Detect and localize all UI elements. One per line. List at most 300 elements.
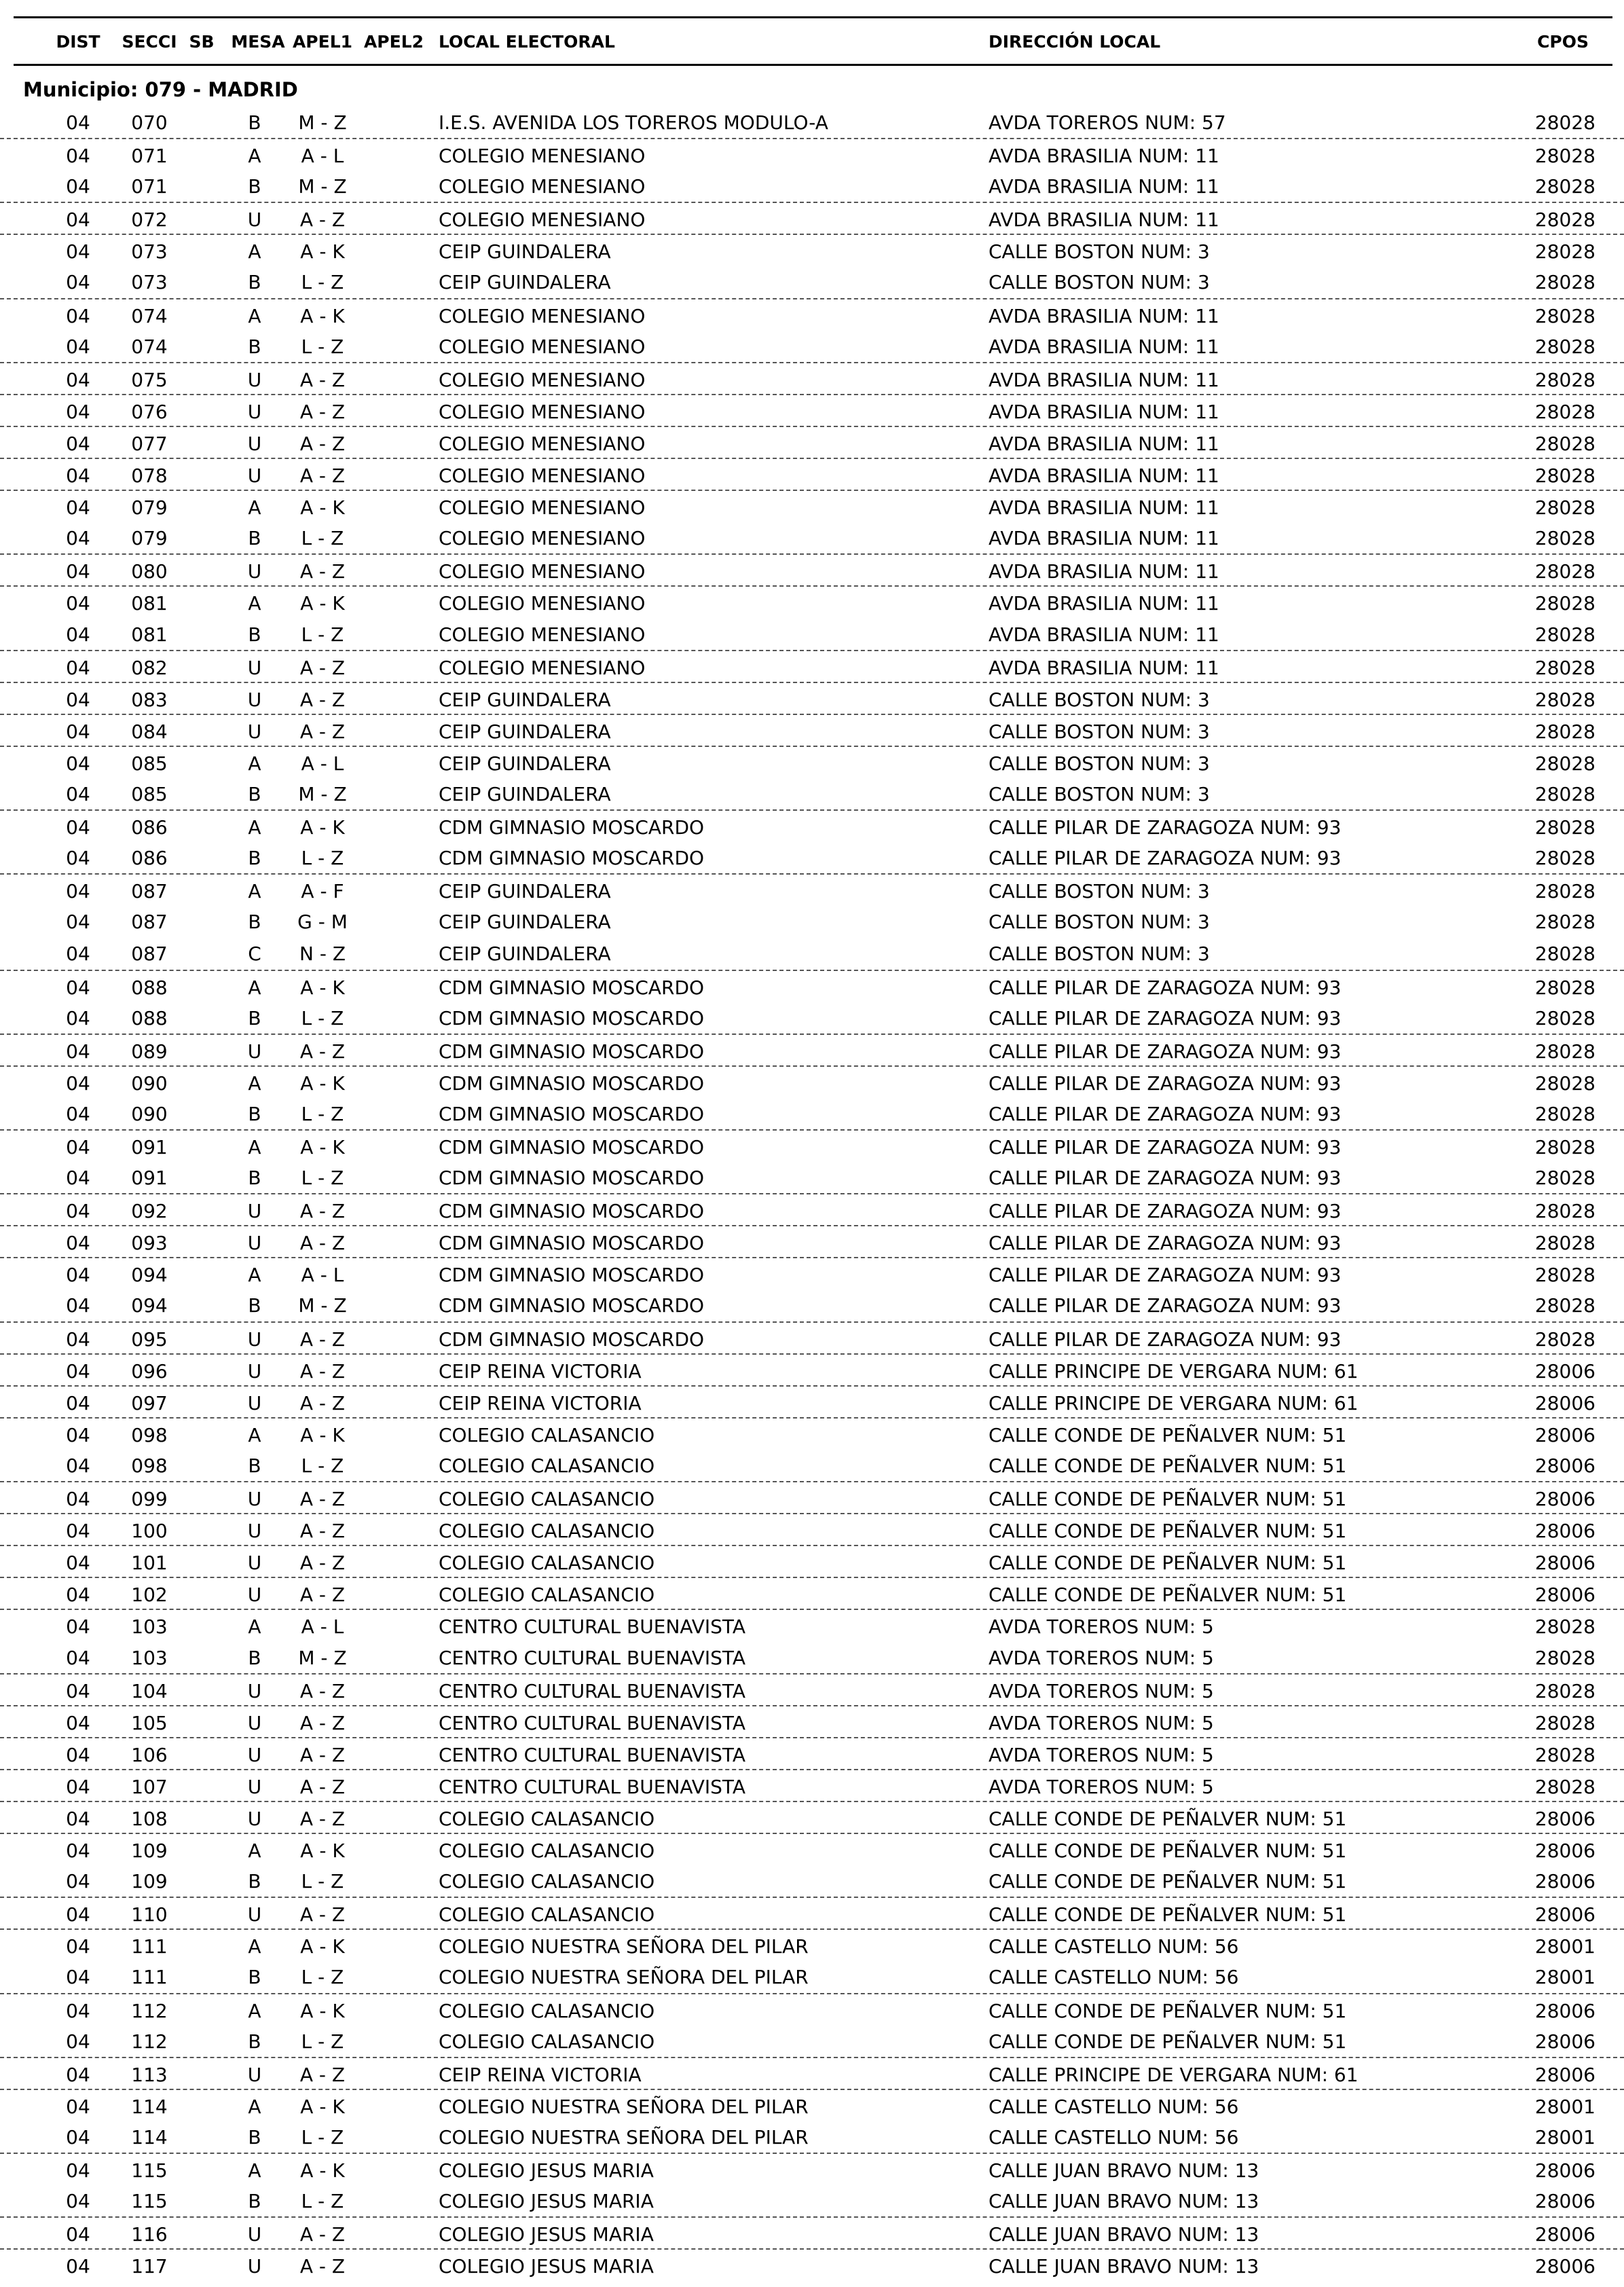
cell-cpos: 28028	[1534, 592, 1595, 615]
cell-dist: 04	[66, 560, 90, 583]
cell-apel: A - K	[300, 304, 345, 327]
cell-secci: 081	[131, 623, 168, 646]
cell-mesa: A	[248, 1615, 261, 1639]
cell-direccion-local: AVDA TOREROS NUM: 5	[989, 1646, 1214, 1669]
table-row	[0, 970, 1624, 1002]
cell-apel: A - Z	[299, 1488, 346, 1511]
table-row	[0, 1513, 1624, 1545]
table-row	[0, 1928, 1624, 1960]
cell-dist: 04	[66, 432, 90, 455]
cell-direccion-local: CALLE CONDE DE PEÑALVER NUM: 51	[989, 1807, 1347, 1830]
cell-dist: 04	[66, 1006, 90, 1029]
cell-dist: 04	[66, 592, 90, 615]
cell-apel: A - Z	[299, 1807, 346, 1830]
cell-cpos: 28028	[1534, 880, 1595, 903]
cell-secci: 087	[131, 911, 168, 934]
cell-dist: 04	[66, 1294, 90, 1317]
cell-secci: 098	[131, 1454, 168, 1477]
cell-apel: A - Z	[299, 1200, 346, 1223]
cell-apel: A - Z	[299, 208, 346, 232]
cell-mesa: B	[248, 1102, 261, 1125]
table-row	[0, 394, 1624, 426]
cell-apel: L - Z	[301, 2125, 344, 2148]
cell-local-electoral: CDM GIMNASIO MOSCARDO	[439, 1328, 705, 1351]
cell-direccion-local: CALLE PRINCIPE DE VERGARA NUM: 61	[989, 1391, 1359, 1414]
column-header-mesa: MESA	[231, 32, 285, 52]
cell-mesa: C	[248, 943, 261, 966]
table-row	[0, 777, 1624, 809]
cell-dist: 04	[66, 1391, 90, 1414]
table-row	[0, 714, 1624, 746]
cell-apel: A - Z	[299, 464, 346, 488]
cell-mesa: U	[247, 2063, 262, 2086]
cell-cpos: 28028	[1534, 1136, 1595, 1158]
cell-mesa: B	[248, 2030, 261, 2053]
cell-local-electoral: COLEGIO CALASANCIO	[439, 2030, 655, 2053]
cell-mesa: U	[247, 1711, 262, 1734]
cell-direccion-local: CALLE BOSTON NUM: 3	[989, 271, 1210, 294]
cell-apel: L - Z	[301, 527, 344, 550]
header-top-rule	[14, 16, 1612, 18]
cell-local-electoral: COLEGIO MENESIANO	[439, 527, 646, 550]
table-row	[0, 809, 1624, 841]
cell-mesa: A	[248, 752, 261, 775]
cell-secci: 093	[131, 1232, 168, 1255]
cell-apel: A - K	[300, 1840, 345, 1863]
cell-apel: A - Z	[299, 1679, 346, 1702]
cell-direccion-local: AVDA BRASILIA NUM: 11	[989, 592, 1219, 615]
cell-cpos: 28028	[1534, 752, 1595, 775]
cell-local-electoral: COLEGIO NUESTRA SEÑORA DEL PILAR	[439, 1935, 809, 1958]
cell-secci: 101	[131, 1552, 168, 1575]
cell-dist: 04	[66, 1679, 90, 1702]
table-row	[0, 138, 1624, 170]
table-row	[0, 1449, 1624, 1481]
cell-secci: 102	[131, 1584, 168, 1607]
cell-mesa: U	[247, 1807, 262, 1830]
cell-mesa: U	[247, 1488, 262, 1511]
cell-dist: 04	[66, 1807, 90, 1830]
cell-dist: 04	[66, 1200, 90, 1223]
table-row	[0, 298, 1624, 330]
cell-dist: 04	[66, 271, 90, 294]
table-row	[0, 1865, 1624, 1897]
cell-dist: 04	[66, 1328, 90, 1351]
cell-dist: 04	[66, 1903, 90, 1926]
cell-dist: 04	[66, 2255, 90, 2278]
cell-dist: 04	[66, 208, 90, 232]
cell-mesa: A	[248, 240, 261, 263]
cell-dist: 04	[66, 2190, 90, 2213]
cell-apel: L - Z	[301, 623, 344, 646]
cell-secci: 116	[131, 2223, 168, 2246]
table-row	[0, 2248, 1624, 2280]
cell-apel: A - Z	[299, 1584, 346, 1607]
cell-cpos: 28028	[1534, 1006, 1595, 1029]
cell-apel: L - Z	[301, 1006, 344, 1029]
cell-mesa: U	[247, 1200, 262, 1223]
column-header-apel1: APEL1	[292, 32, 353, 52]
cell-apel: L - Z	[301, 2030, 344, 2053]
cell-direccion-local: CALLE CONDE DE PEÑALVER NUM: 51	[989, 1870, 1347, 1893]
cell-cpos: 28006	[1534, 2159, 1595, 2182]
cell-secci: 100	[131, 1520, 168, 1543]
cell-secci: 088	[131, 1006, 168, 1029]
table-row	[0, 1769, 1624, 1801]
cell-secci: 105	[131, 1711, 168, 1734]
cell-apel: A - Z	[299, 1520, 346, 1543]
cell-mesa: U	[247, 464, 262, 488]
cell-apel: A - L	[301, 1615, 344, 1639]
cell-secci: 088	[131, 976, 168, 999]
cell-apel: M - Z	[298, 1646, 347, 1669]
cell-secci: 083	[131, 688, 168, 711]
cell-cpos: 28006	[1534, 1807, 1595, 1830]
cell-direccion-local: CALLE CONDE DE PEÑALVER NUM: 51	[989, 1520, 1347, 1543]
cell-secci: 117	[131, 2255, 168, 2278]
cell-apel: A - K	[300, 1423, 345, 1446]
cell-direccion-local: CALLE CONDE DE PEÑALVER NUM: 51	[989, 2030, 1347, 2053]
cell-cpos: 28006	[1534, 2063, 1595, 2086]
cell-local-electoral: CDM GIMNASIO MOSCARDO	[439, 1006, 705, 1029]
cell-secci: 091	[131, 1136, 168, 1158]
cell-local-electoral: CEIP GUINDALERA	[439, 943, 611, 966]
cell-cpos: 28028	[1534, 111, 1595, 134]
table-row	[0, 1321, 1624, 1353]
cell-mesa: B	[248, 1646, 261, 1669]
cell-apel: A - Z	[299, 1328, 346, 1351]
table-row	[0, 1641, 1624, 1673]
table-row	[0, 650, 1624, 682]
cell-secci: 097	[131, 1391, 168, 1414]
cell-cpos: 28006	[1534, 1359, 1595, 1383]
cell-dist: 04	[66, 175, 90, 198]
cell-local-electoral: COLEGIO CALASANCIO	[439, 1584, 655, 1607]
cell-mesa: U	[247, 1679, 262, 1702]
cell-apel: L - Z	[301, 1454, 344, 1477]
cell-local-electoral: CDM GIMNASIO MOSCARDO	[439, 847, 705, 870]
cell-apel: G - M	[297, 911, 348, 934]
table-row	[0, 873, 1624, 905]
cell-direccion-local: AVDA BRASILIA NUM: 11	[989, 656, 1219, 679]
cell-dist: 04	[66, 527, 90, 550]
cell-apel: A - Z	[299, 1391, 346, 1414]
cell-dist: 04	[66, 1040, 90, 1063]
column-header-cpos: CPOS	[1537, 32, 1589, 52]
cell-apel: A - Z	[299, 1232, 346, 1255]
cell-secci: 114	[131, 2125, 168, 2148]
cell-secci: 085	[131, 752, 168, 775]
cell-direccion-local: AVDA TOREROS NUM: 5	[989, 1743, 1214, 1766]
cell-dist: 04	[66, 880, 90, 903]
cell-local-electoral: CDM GIMNASIO MOSCARDO	[439, 1200, 705, 1223]
cell-direccion-local: AVDA BRASILIA NUM: 11	[989, 560, 1219, 583]
cell-direccion-local: AVDA BRASILIA NUM: 11	[989, 335, 1219, 358]
cell-apel: M - Z	[298, 175, 347, 198]
cell-direccion-local: CALLE PILAR DE ZARAGOZA NUM: 93	[989, 847, 1342, 870]
cell-apel: L - Z	[301, 2190, 344, 2213]
table-row	[0, 553, 1624, 585]
cell-apel: M - Z	[298, 111, 347, 134]
cell-dist: 04	[66, 1711, 90, 1734]
cell-mesa: A	[248, 816, 261, 839]
cell-dist: 04	[66, 1520, 90, 1543]
cell-apel: A - Z	[299, 2223, 346, 2246]
cell-secci: 107	[131, 1775, 168, 1798]
cell-direccion-local: CALLE PILAR DE ZARAGOZA NUM: 93	[989, 1136, 1342, 1158]
cell-apel: L - Z	[301, 1102, 344, 1125]
cell-local-electoral: COLEGIO MENESIANO	[439, 464, 646, 488]
cell-cpos: 28028	[1534, 1167, 1595, 1190]
cell-mesa: U	[247, 720, 262, 743]
cell-dist: 04	[66, 1615, 90, 1639]
table-row	[0, 1353, 1624, 1385]
cell-mesa: B	[248, 1167, 261, 1190]
table-row	[0, 2057, 1624, 2089]
cell-local-electoral: CENTRO CULTURAL BUENAVISTA	[439, 1679, 746, 1702]
cell-mesa: A	[248, 2095, 261, 2118]
cell-cpos: 28028	[1534, 688, 1595, 711]
cell-secci: 112	[131, 2030, 168, 2053]
cell-secci: 089	[131, 1040, 168, 1063]
cell-direccion-local: CALLE PILAR DE ZARAGOZA NUM: 93	[989, 1102, 1342, 1125]
municipio-heading: Municipio: 079 - MADRID	[23, 78, 298, 101]
cell-cpos: 28028	[1534, 400, 1595, 423]
cell-secci: 096	[131, 1359, 168, 1383]
cell-apel: A - Z	[299, 2063, 346, 2086]
cell-cpos: 28006	[1534, 1584, 1595, 1607]
cell-local-electoral: COLEGIO MENESIANO	[439, 496, 646, 519]
cell-mesa: U	[247, 688, 262, 711]
cell-secci: 081	[131, 592, 168, 615]
cell-local-electoral: CDM GIMNASIO MOSCARDO	[439, 816, 705, 839]
table-body	[0, 106, 1624, 2280]
cell-direccion-local: CALLE CASTELLO NUM: 56	[989, 2125, 1239, 2148]
cell-secci: 090	[131, 1072, 168, 1095]
cell-local-electoral: CDM GIMNASIO MOSCARDO	[439, 1232, 705, 1255]
cell-dist: 04	[66, 2063, 90, 2086]
cell-local-electoral: COLEGIO NUESTRA SEÑORA DEL PILAR	[439, 2095, 809, 2118]
cell-direccion-local: CALLE PILAR DE ZARAGOZA NUM: 93	[989, 1294, 1342, 1317]
cell-dist: 04	[66, 304, 90, 327]
table-row	[0, 1545, 1624, 1577]
cell-mesa: U	[247, 432, 262, 455]
table-row	[0, 2089, 1624, 2121]
cell-dist: 04	[66, 464, 90, 488]
cell-direccion-local: CALLE CASTELLO NUM: 56	[989, 1966, 1239, 1989]
cell-cpos: 28028	[1534, 175, 1595, 198]
table-row	[0, 1577, 1624, 1609]
cell-mesa: U	[247, 656, 262, 679]
cell-apel: A - F	[301, 880, 344, 903]
cell-direccion-local: AVDA BRASILIA NUM: 11	[989, 623, 1219, 646]
cell-direccion-local: CALLE PILAR DE ZARAGOZA NUM: 93	[989, 976, 1342, 999]
cell-cpos: 28006	[1534, 1423, 1595, 1446]
cell-secci: 092	[131, 1200, 168, 1223]
column-header-local-electoral: LOCAL ELECTORAL	[439, 32, 615, 52]
cell-apel: A - K	[300, 496, 345, 519]
table-row	[0, 618, 1624, 650]
cell-dist: 04	[66, 752, 90, 775]
cell-dist: 04	[66, 782, 90, 805]
table-row	[0, 1833, 1624, 1865]
cell-local-electoral: COLEGIO CALASANCIO	[439, 1488, 655, 1511]
cell-cpos: 28028	[1534, 1743, 1595, 1766]
cell-direccion-local: CALLE PILAR DE ZARAGOZA NUM: 93	[989, 1264, 1342, 1287]
cell-apel: L - Z	[301, 1966, 344, 1989]
table-row	[0, 1801, 1624, 1833]
cell-mesa: U	[247, 400, 262, 423]
cell-local-electoral: CDM GIMNASIO MOSCARDO	[439, 1040, 705, 1063]
cell-secci: 091	[131, 1167, 168, 1190]
cell-secci: 074	[131, 304, 168, 327]
cell-mesa: B	[248, 335, 261, 358]
cell-mesa: U	[247, 1040, 262, 1063]
cell-mesa: U	[247, 1584, 262, 1607]
cell-direccion-local: AVDA BRASILIA NUM: 11	[989, 368, 1219, 391]
table-row	[0, 1705, 1624, 1737]
cell-cpos: 28028	[1534, 1328, 1595, 1351]
cell-direccion-local: AVDA BRASILIA NUM: 11	[989, 304, 1219, 327]
cell-apel: A - K	[300, 1999, 345, 2022]
cell-mesa: U	[247, 1520, 262, 1543]
cell-direccion-local: CALLE CASTELLO NUM: 56	[989, 2095, 1239, 2118]
cell-local-electoral: COLEGIO JESUS MARIA	[439, 2190, 654, 2213]
column-header-direccion-local: DIRECCIÓN LOCAL	[989, 32, 1161, 52]
table-row	[0, 1289, 1624, 1321]
cell-apel: N - Z	[299, 943, 346, 966]
cell-dist: 04	[66, 1423, 90, 1446]
cell-local-electoral: COLEGIO MENESIANO	[439, 400, 646, 423]
table-row	[0, 330, 1624, 362]
table-row	[0, 1673, 1624, 1705]
cell-direccion-local: CALLE BOSTON NUM: 3	[989, 782, 1210, 805]
cell-cpos: 28006	[1534, 2190, 1595, 2213]
cell-cpos: 28028	[1534, 782, 1595, 805]
cell-local-electoral: COLEGIO MENESIANO	[439, 368, 646, 391]
table-row	[0, 1737, 1624, 1769]
cell-secci: 115	[131, 2190, 168, 2213]
cell-local-electoral: CENTRO CULTURAL BUENAVISTA	[439, 1775, 746, 1798]
cell-secci: 103	[131, 1615, 168, 1639]
cell-secci: 094	[131, 1264, 168, 1287]
cell-local-electoral: CEIP GUINDALERA	[439, 782, 611, 805]
cell-apel: L - Z	[301, 847, 344, 870]
header-bottom-rule	[14, 64, 1612, 66]
cell-mesa: A	[248, 880, 261, 903]
cell-local-electoral: CEIP REINA VICTORIA	[439, 1359, 642, 1383]
cell-cpos: 28028	[1534, 560, 1595, 583]
table-row	[0, 1257, 1624, 1289]
cell-mesa: A	[248, 1935, 261, 1958]
cell-direccion-local: CALLE CONDE DE PEÑALVER NUM: 51	[989, 1840, 1347, 1863]
cell-dist: 04	[66, 1264, 90, 1287]
cell-cpos: 28028	[1534, 1294, 1595, 1317]
cell-dist: 04	[66, 145, 90, 168]
cell-dist: 04	[66, 1232, 90, 1255]
cell-direccion-local: CALLE PILAR DE ZARAGOZA NUM: 93	[989, 1167, 1342, 1190]
cell-cpos: 28028	[1534, 816, 1595, 839]
cell-secci: 074	[131, 335, 168, 358]
cell-secci: 079	[131, 496, 168, 519]
cell-cpos: 28006	[1534, 1520, 1595, 1543]
cell-mesa: U	[247, 208, 262, 232]
cell-direccion-local: CALLE JUAN BRAVO NUM: 13	[989, 2190, 1259, 2213]
cell-mesa: U	[247, 1232, 262, 1255]
cell-direccion-local: AVDA TOREROS NUM: 5	[989, 1679, 1214, 1702]
cell-local-electoral: CENTRO CULTURAL BUENAVISTA	[439, 1711, 746, 1734]
cell-direccion-local: AVDA BRASILIA NUM: 11	[989, 175, 1219, 198]
cell-apel: A - K	[300, 1136, 345, 1158]
cell-dist: 04	[66, 1072, 90, 1095]
cell-direccion-local: CALLE JUAN BRAVO NUM: 13	[989, 2223, 1259, 2246]
table-row	[0, 2216, 1624, 2248]
cell-direccion-local: CALLE PRINCIPE DE VERGARA NUM: 61	[989, 2063, 1359, 2086]
cell-mesa: B	[248, 1870, 261, 1893]
cell-secci: 098	[131, 1423, 168, 1446]
cell-dist: 04	[66, 1167, 90, 1190]
cell-mesa: A	[248, 1840, 261, 1863]
cell-apel: L - Z	[301, 1870, 344, 1893]
table-row	[0, 937, 1624, 969]
cell-local-electoral: COLEGIO CALASANCIO	[439, 1840, 655, 1863]
cell-dist: 04	[66, 847, 90, 870]
cell-secci: 077	[131, 432, 168, 455]
cell-apel: M - Z	[298, 1294, 347, 1317]
table-row	[0, 1129, 1624, 1161]
column-header-sb: SB	[189, 32, 215, 52]
cell-direccion-local: AVDA TOREROS NUM: 57	[989, 111, 1226, 134]
cell-secci: 073	[131, 271, 168, 294]
cell-dist: 04	[66, 1552, 90, 1575]
cell-local-electoral: CDM GIMNASIO MOSCARDO	[439, 976, 705, 999]
cell-direccion-local: CALLE PILAR DE ZARAGOZA NUM: 93	[989, 1072, 1342, 1095]
table-row	[0, 1417, 1624, 1449]
cell-dist: 04	[66, 496, 90, 519]
cell-direccion-local: CALLE CONDE DE PEÑALVER NUM: 51	[989, 1552, 1347, 1575]
table-row	[0, 682, 1624, 714]
cell-cpos: 28006	[1534, 1488, 1595, 1511]
cell-local-electoral: COLEGIO CALASANCIO	[439, 1454, 655, 1477]
cell-dist: 04	[66, 335, 90, 358]
cell-cpos: 28028	[1534, 976, 1595, 999]
cell-apel: A - Z	[299, 1743, 346, 1766]
cell-secci: 110	[131, 1903, 168, 1926]
cell-direccion-local: AVDA BRASILIA NUM: 11	[989, 145, 1219, 168]
cell-mesa: B	[248, 1454, 261, 1477]
cell-cpos: 28001	[1534, 1966, 1595, 1989]
table-row	[0, 362, 1624, 394]
cell-secci: 095	[131, 1328, 168, 1351]
cell-cpos: 28028	[1534, 496, 1595, 519]
cell-direccion-local: CALLE PILAR DE ZARAGOZA NUM: 93	[989, 1200, 1342, 1223]
cell-direccion-local: CALLE PRINCIPE DE VERGARA NUM: 61	[989, 1359, 1359, 1383]
cell-local-electoral: COLEGIO MENESIANO	[439, 592, 646, 615]
cell-local-electoral: COLEGIO JESUS MARIA	[439, 2255, 654, 2278]
cell-local-electoral: COLEGIO JESUS MARIA	[439, 2159, 654, 2182]
table-row	[0, 1897, 1624, 1928]
table-row	[0, 202, 1624, 234]
cell-apel: A - K	[300, 2159, 345, 2182]
cell-cpos: 28006	[1534, 2030, 1595, 2053]
cell-secci: 086	[131, 816, 168, 839]
cell-local-electoral: COLEGIO JESUS MARIA	[439, 2223, 654, 2246]
cell-mesa: A	[248, 592, 261, 615]
cell-direccion-local: CALLE BOSTON NUM: 3	[989, 880, 1210, 903]
cell-mesa: A	[248, 145, 261, 168]
cell-direccion-local: CALLE CONDE DE PEÑALVER NUM: 51	[989, 1903, 1347, 1926]
table-row	[0, 1065, 1624, 1097]
